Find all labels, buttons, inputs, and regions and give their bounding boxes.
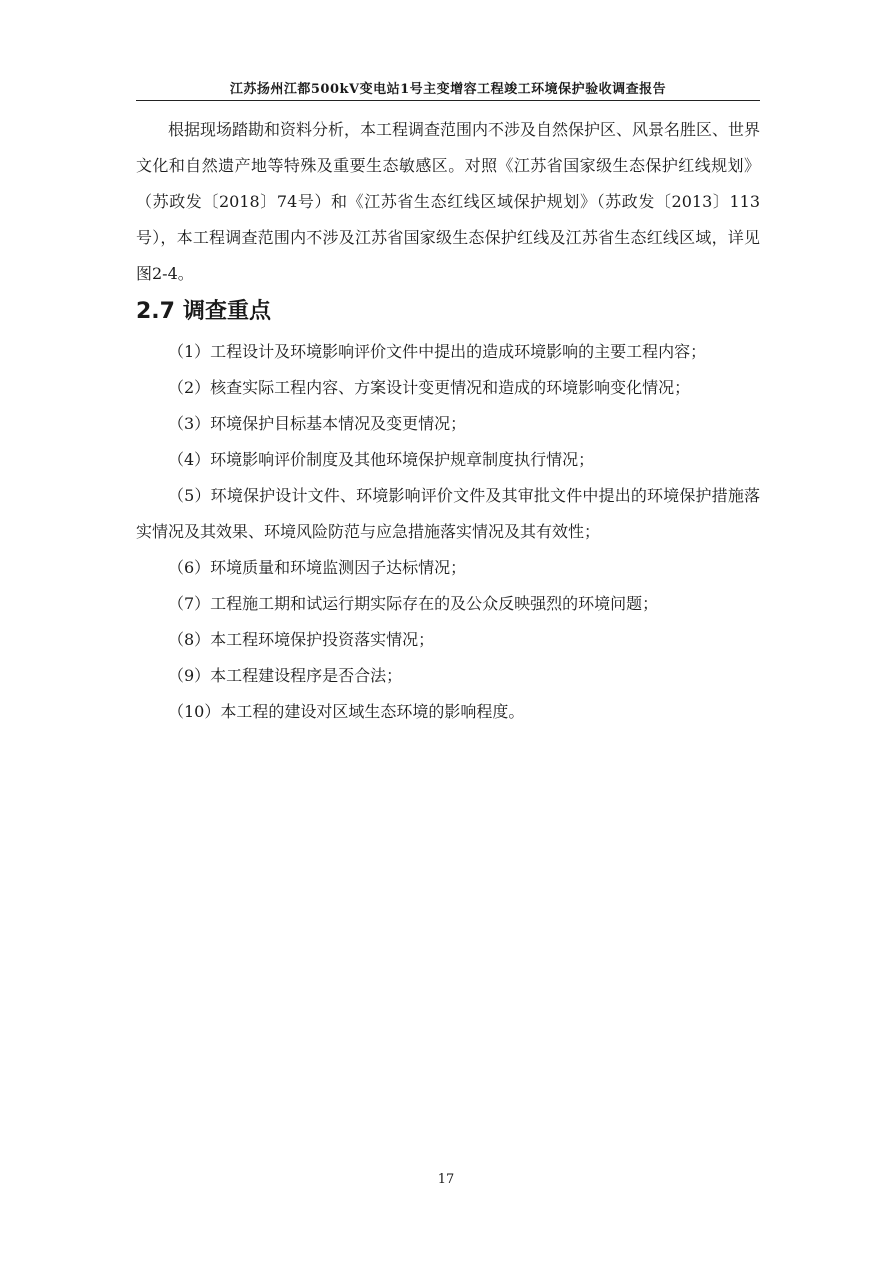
section-title: 调查重点 [182,299,271,324]
list-item: （4）环境影响评价制度及其他环境保护规章制度执行情况； [168,450,595,469]
list-item: （1）工程设计及环境影响评价文件中提出的造成环境影响的主要工程内容； [168,342,707,361]
running-header: 江苏扬州江都500kV变电站1号主变增容工程竣工环境保护验收调查报告 [229,82,667,97]
page-body [136,112,760,730]
list-item: （5）环境保护设计文件、环境影响评价文件及其审批文件中提出的环境保护措施落实情况及其效果、环境风险防范与应急措施落实情况及其有效性； [136,486,760,541]
survey-focus-list [136,334,760,730]
list-item: （9）本工程建设程序是否合法； [168,666,403,685]
section-heading [136,294,760,330]
list-item: （6）环境质量和环境监测因子达标情况； [168,558,467,577]
list-item: （7）工程施工期和试运行期实际存在的及公众反映强烈的环境问题； [168,594,659,613]
list-item: （3）环境保护目标基本情况及变更情况； [168,414,467,433]
list-item: （10）本工程的建设对区域生态环境的影响程度。 [168,702,525,721]
list-item: （8）本工程环境保护投资落实情况； [168,630,435,649]
section-number: 2.7 [136,299,175,324]
list-item: （2）核查实际工程内容、方案设计变更情况和造成的环境影响变化情况； [168,378,691,397]
header-rule [136,100,760,101]
page-number: 17 [437,1172,455,1187]
intro-paragraph: 根据现场踏勘和资料分析，本工程调查范围内不涉及自然保护区、风景名胜区、世界文化和自然遗产地等特殊及重要生态敏感区。对照《江苏省国家级生态保护红线规划》（苏政发〔2018〕74号）和《江苏省生态红线区域保护规划》（苏政发〔2013〕113号），本工程调查范围内不涉及江苏省国家级生态保护红线及江苏省生态红线区域，详见图2-4。 [136,120,761,283]
